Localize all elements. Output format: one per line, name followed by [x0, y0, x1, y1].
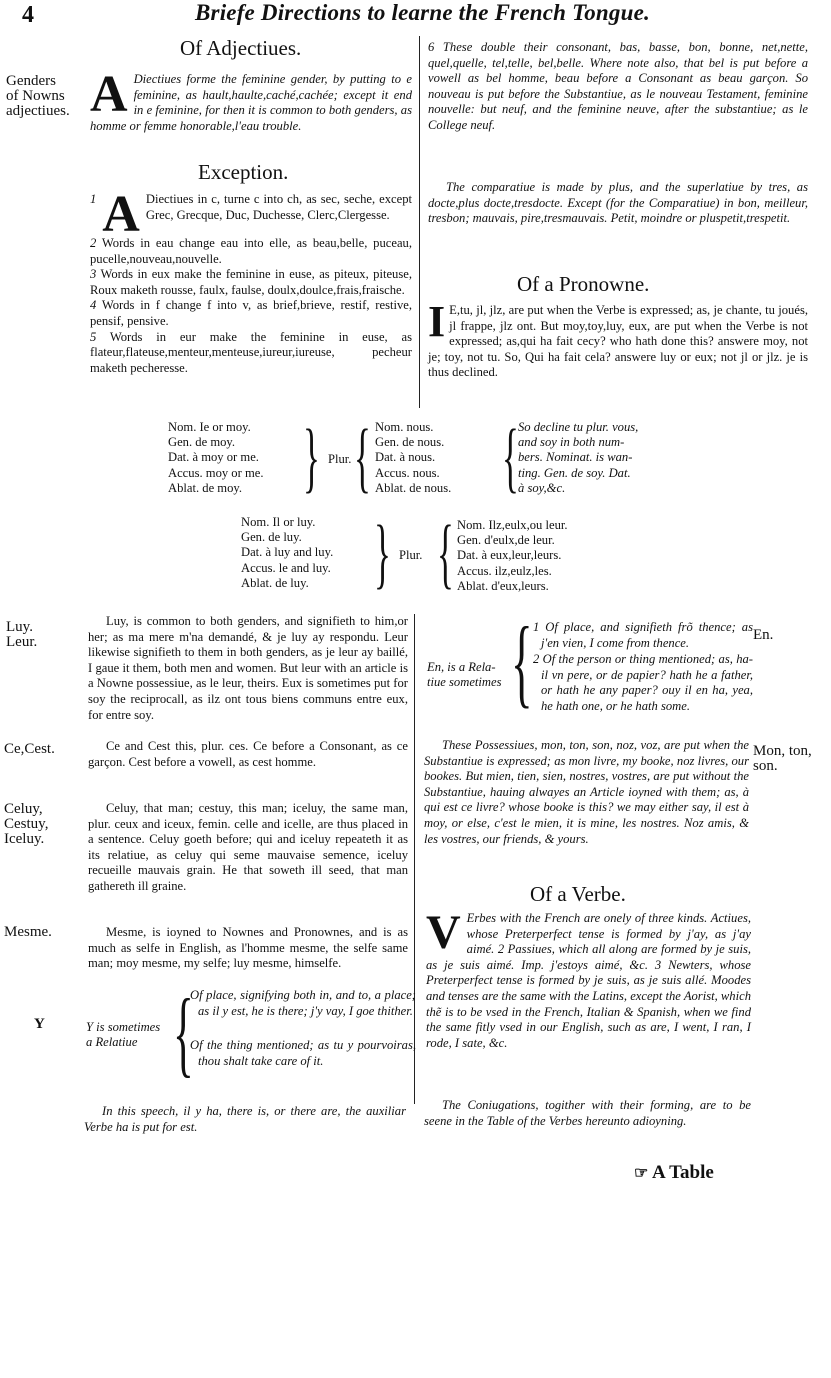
- case-line: Accus. ilz,eulz,les.: [457, 563, 552, 578]
- item-6-paragraph: 6 These double their consonant, bas, basse, bon, bonne, net,nette, quel,quelle, tel,telle, bel,belle. Where note also, that bel is put before a vowell as bel homme, beau before a Consonant as beau garçon. So nouveau is put before the Substantiue, as le nouveau Testament, feminine nouvelle: but neuf, and the feminine neuve, after the substantiue; as le College neuf.: [428, 40, 808, 132]
- comparative-paragraph: The comparatiue is made by plus, and the superlatiue by tres, as docte,plus docte,tresdocte. Except (for the Comparatiue) in bon, meilleur, tresbon; mauvais, pire,tresmauvais. Petit, moindre or pluspetit,trespetit.: [428, 180, 808, 226]
- margin-line: of Nowns: [6, 88, 65, 104]
- case-line: Gen. de moy.: [168, 435, 236, 450]
- heading-pronoun: Of a Pronowne.: [517, 272, 650, 296]
- label-line: En, is a Rela-: [427, 660, 496, 674]
- case-line: Dat. à moy or me.: [168, 450, 259, 465]
- verb-paragraph: [426, 906, 751, 1051]
- declension-1-plur-label: Plur.: [328, 452, 352, 466]
- case-line: Nom. Il or luy.: [241, 515, 316, 529]
- declension-1-singular: [168, 420, 263, 496]
- exception-item-5: [90, 330, 412, 377]
- item-text: Words in eau change eau into elle, as beau,belle, puceau, pucelle,nouveau,nouvelle.: [90, 236, 412, 266]
- heading-verb: Of a Verbe.: [530, 882, 626, 906]
- pronoun-paragraph: [428, 297, 808, 381]
- declension-2-plur-label: Plur.: [399, 548, 423, 562]
- margin-note-luy: [6, 620, 37, 650]
- case-line: Nom. nous.: [375, 420, 434, 434]
- case-line: Accus. nous.: [375, 465, 440, 480]
- brace-open-icon: {: [173, 979, 194, 1086]
- page-number: 4: [22, 2, 34, 28]
- catchword: [634, 1162, 714, 1184]
- case-line: Dat. à luy and luy.: [241, 545, 334, 560]
- item-text: Words in f change f into v, as brief,brieve, restif, restive, pensif, pensive.: [90, 298, 413, 328]
- margin-line: son.: [753, 758, 778, 774]
- mesme-paragraph: Mesme, is ioyned to Nownes and Pronownes, and is as much as selfe in English, as l'homme mesme, the selfe same man; moy mesme, my selfe; luy mesme, himselfe.: [88, 925, 408, 971]
- declension-1-note: [518, 420, 638, 496]
- item-text: Diectiues in c, turne c into ch, as sec, seche, except Grec, Grecque, Duc, Duchesse, Clerc,Clergesse.: [145, 192, 412, 222]
- item-text: Words in eur make the feminine in euse, as flateur,flateuse,menteur,menteuse,iureur,iureuse, pecheur maketh pecheresse.: [90, 329, 412, 375]
- declension-1-plural: [375, 420, 451, 496]
- margin-note-y: Y: [34, 1016, 45, 1032]
- margin-note-genders: [6, 74, 70, 119]
- note-line: ting. Gen. de soy. Dat.: [518, 465, 631, 480]
- margin-note-ce: Ce,Cest.: [4, 741, 55, 757]
- margin-note-en: En.: [753, 627, 774, 643]
- exception-list: [90, 186, 413, 376]
- brace-close-icon: }: [303, 413, 320, 500]
- declension-2-singular: [241, 515, 333, 591]
- margin-note-celuy: [4, 802, 48, 847]
- paragraph-text: Diectiues forme the feminine gender, by putting to e feminine, as hault,haulte,caché,cachée; except it end in e feminine, for then it is common to both genders, as homme or femme honorable,l'eau trouble.: [90, 72, 412, 133]
- running-title: Briefe Directions to learne the French Tongue.: [195, 0, 650, 25]
- dropcap: A: [90, 66, 128, 123]
- note-line: So decline tu plur. vous,: [518, 420, 639, 434]
- case-line: Ablat. de nous.: [375, 480, 452, 495]
- margin-line: Leur.: [6, 634, 38, 650]
- celuy-paragraph: Celuy, that man; cestuy, this man; iceluy, the same man, plur. ceux and iceux, femin. celle and icelle, are thus placed in a sentence. Celuy goeth before; qui and iceluy repeateth it as its relatiue, as celuy qui seme mauvaise semence, iceluy recueille mauvais grain. He that soweth ill seed, that man gathereth ill graine.: [88, 801, 408, 893]
- margin-line: Luy.: [6, 619, 33, 635]
- brace-open-icon: {: [354, 413, 371, 500]
- adjectives-paragraph: [90, 66, 412, 134]
- margin-line: Iceluy.: [4, 831, 45, 847]
- declension-2-plural: [457, 518, 568, 594]
- case-line: Gen. d'eulx,de leur.: [457, 533, 555, 548]
- paragraph-text: E,tu, jl, jlz, are put when the Verbe is expressed; as, je chante, tu joués, jl frappe, jlz ont. But moy,toy,luy, eux, are put when the Verbe is not expressed; as,qui ha fait cecy? who hath done this? answere moy, not je; toy, not tu. So, Qui ha fait cela? answere luy or eux; not jl or jlz. je is thus declined.: [428, 303, 808, 380]
- item-number: 1: [90, 192, 97, 206]
- item-number: 4: [90, 298, 97, 313]
- paragraph-text: Erbes with the French are onely of three kinds. Actiues, whose Preterperfect tense is formed by j'ay, as j'ay aimé. 2 Passiues, which all along are formed by je suis, as je suis aimé. Imp. j'estoys aimé, &c. 3 Newters, whose Preterperfect tense is formed by je suis, as je suis allé. Moodes and tenses are the same with the Latins, except the Aorist, which thẽ is to be vsed in the French, Italian & Spanish, when we find the same fitly vsed in our English, such as are, I went, I ran, I rode, I sate, &c.: [426, 911, 751, 1050]
- en-branch-place: 1 Of place, and signifieth frõ thence; as j'en vien, I come from thence.: [533, 620, 753, 650]
- column-divider-top: [419, 36, 420, 408]
- en-relative-label: [427, 660, 502, 690]
- case-line: Dat. à nous.: [375, 450, 436, 465]
- conjugations-paragraph: The Coniugations, togither with their forming, are to be seene in the Table of the Verbes hereunto adioyning.: [424, 1098, 751, 1128]
- heading-adjectives: Of Adjectiues.: [180, 36, 302, 60]
- note-line: bers. Nominat. is wan-: [518, 450, 633, 465]
- case-line: Gen. de luy.: [241, 530, 302, 545]
- il-y-ha-paragraph: In this speech, il y ha, there is, or there are, the auxiliar Verbe ha is put for est.: [84, 1104, 406, 1134]
- column-divider-bottom: [414, 614, 415, 1104]
- case-line: Accus. le and luy.: [241, 560, 331, 575]
- case-line: Dat. à eux,leur,leurs.: [457, 548, 562, 563]
- margin-line: Celuy,: [4, 801, 43, 817]
- catchword-text: A Table: [652, 1162, 714, 1183]
- margin-line: adjectiues.: [6, 103, 70, 119]
- case-line: Nom. Ie or moy.: [168, 420, 251, 434]
- case-line: Gen. de nous.: [375, 435, 445, 450]
- exception-item-3: [90, 267, 412, 298]
- margin-line: Mon, ton,: [753, 743, 812, 759]
- exception-item-4: [90, 298, 412, 329]
- label-line: tiue sometimes: [427, 675, 502, 690]
- pointing-hand-icon: ☞: [634, 1165, 649, 1182]
- item-text: Words in eux make the feminine in euse, as piteux, piteuse, Roux maketh rousse, faulx, faulse, doulx,doulce,frais,fraische.: [90, 267, 412, 297]
- brace-open-icon: {: [437, 509, 454, 596]
- exception-item-2: [90, 236, 412, 267]
- y-branch-thing: Of the thing mentioned; as tu y pourvoiras, thou shalt take care of it.: [190, 1038, 416, 1068]
- case-line: Ablat. de luy.: [241, 575, 309, 590]
- item-number: 3: [90, 267, 97, 282]
- note-line: à soy,&c.: [518, 480, 566, 495]
- y-relative-label: [86, 1020, 160, 1050]
- luy-paragraph: Luy, is common to both genders, and signifieth to him,or her; as ma mere m'na demandé, & je luy ay respondu. Leur likewise signifieth to them in both genders, as je leur ay baillé, I gaue it them, both men and women. But leur with an article is a Nowne possessiue, as le leur, theirs. Eux is sometimes put for soy the reciprocall, as ilz ont tous biens communs entre eux, for entre soy.: [88, 614, 408, 722]
- margin-line: Cestuy,: [4, 816, 49, 832]
- brace-close-icon: }: [374, 509, 391, 596]
- dropcap: I: [428, 297, 446, 346]
- case-line: Accus. moy or me.: [168, 465, 264, 480]
- exception-item-1: [90, 186, 412, 243]
- en-branch-person: 2 Of the person or thing mentioned; as, ha-il vn pere, or de papier? hath he a father, or hath he any paper? ouy il en ha, yea, he hath one, or he hath some.: [533, 652, 753, 713]
- case-line: Ablat. d'eux,leurs.: [457, 578, 549, 593]
- label-line: Y is sometimes: [86, 1020, 161, 1034]
- dropcap: V: [426, 906, 461, 959]
- case-line: Nom. Ilz,eulx,ou leur.: [457, 518, 568, 532]
- label-line: a Relatiue: [86, 1035, 138, 1050]
- case-line: Ablat. de moy.: [168, 480, 243, 495]
- margin-line: Genders: [6, 73, 56, 89]
- ce-paragraph: Ce and Cest this, plur. ces. Ce before a Consonant, as ce garçon. Cest before a vowell, as cest homme.: [88, 739, 408, 769]
- heading-exception: Exception.: [198, 160, 289, 184]
- item-number: 5: [90, 329, 97, 344]
- brace-open-icon: {: [511, 606, 533, 717]
- brace-open-icon: {: [502, 413, 519, 500]
- possessives-paragraph: These Possessiues, mon, ton, son, noz, voz, are put when the Substantiue is expressed; as mon livre, my booke, noz livres, our bookes. But mien, tien, sien, nostres, vostres, are put without the Substantiue, hauing alwayes an Article ioyned with them; as, à qui est ce livre? whose booke is this? we may either say, il est à moy, or else, c'est le mien, it is mine, les nostres. Noz amis, & les vostres, our friends, & yours.: [424, 738, 749, 846]
- margin-note-possessives: [753, 744, 812, 774]
- margin-note-mesme: Mesme.: [4, 924, 52, 940]
- item-number: 2: [90, 236, 97, 250]
- note-line: and soy in both num-: [518, 435, 625, 450]
- y-branch-place: Of place, signifying both in, and to, a place; as il y est, he is there; j'y vay, I goe thither.: [190, 988, 416, 1018]
- dropcap: A: [102, 186, 140, 243]
